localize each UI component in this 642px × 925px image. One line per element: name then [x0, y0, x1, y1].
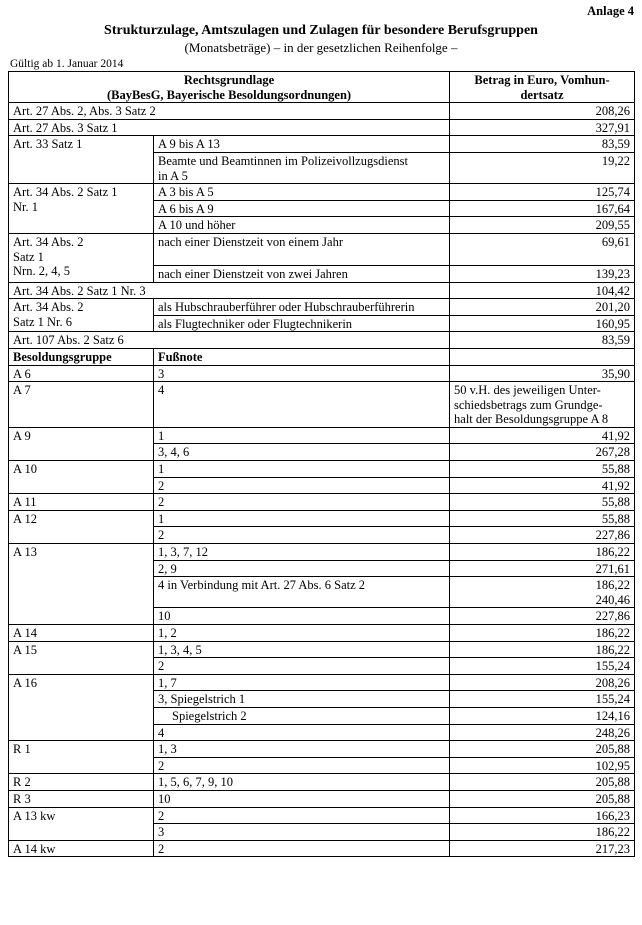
- pay-grade-header: Besoldungsgruppe: [9, 348, 154, 365]
- table-row: [9, 233, 635, 265]
- table-row: [9, 382, 635, 428]
- legal-basis-cell: Art. 27 Abs. 2, Abs. 3 Satz 2: [9, 103, 450, 120]
- table-row: [9, 494, 635, 511]
- legal-basis-cell: Art. 34 Abs. 2 Satz 1 Nr. 6: [9, 299, 154, 332]
- table-row: [9, 674, 635, 691]
- amount-line: 186,22: [595, 578, 631, 593]
- amount-cell: 267,28: [450, 444, 635, 461]
- empty-header-cell: [450, 348, 635, 365]
- amount-cell: 69,61: [450, 233, 635, 265]
- footnote-cell: 1: [154, 461, 450, 478]
- pay-grade-cell: A 11: [9, 494, 154, 511]
- condition-cell: nach einer Dienstzeit von einem Jahr: [154, 233, 450, 265]
- condition-cell: A 10 und höher: [154, 217, 450, 234]
- amount-cell: 209,55: [450, 217, 635, 234]
- footnote-cell: 1, 2: [154, 625, 450, 642]
- footnote-cell: 1, 7: [154, 674, 450, 691]
- condition-cell: A 6 bis A 9: [154, 200, 450, 217]
- table-row: [9, 136, 635, 153]
- footnote-cell: 1, 5, 6, 7, 9, 10: [154, 774, 450, 791]
- footnote-cell: 2: [154, 807, 450, 824]
- amount-cell: 55,88: [450, 510, 635, 527]
- legal-basis-cell: Art. 34 Abs. 2 Satz 1 Nrn. 2, 4, 5: [9, 233, 154, 282]
- amount-cell: 104,42: [450, 282, 635, 299]
- footnote-cell: 10: [154, 608, 450, 625]
- amount-cell: 186,22: [450, 641, 635, 658]
- amount-line: 240,46: [595, 592, 631, 607]
- pay-grade-cell: A 6: [9, 365, 154, 382]
- amount-cell: 155,24: [450, 691, 635, 708]
- footnote-cell: 3: [154, 365, 450, 382]
- allowance-table: [8, 71, 635, 857]
- amount-cell: 160,95: [450, 315, 635, 332]
- amount-cell: 205,88: [450, 741, 635, 758]
- pay-grade-cell: A 9: [9, 427, 154, 460]
- table-row: [9, 544, 635, 561]
- pay-grade-cell: A 10: [9, 461, 154, 494]
- amount-cell: 19,22: [450, 152, 635, 183]
- amount-cell: 167,64: [450, 200, 635, 217]
- table-row: [9, 365, 635, 382]
- condition-cell: als Flugtechniker oder Flugtechnikerin: [154, 315, 450, 332]
- section-header-row: [9, 348, 635, 365]
- footnote-cell: 1: [154, 427, 450, 444]
- table-row: [9, 184, 635, 201]
- amount-cell: 227,86: [450, 527, 635, 544]
- table-header-row: [9, 72, 635, 103]
- table-row: [9, 625, 635, 642]
- amount-cell: 83,59: [450, 332, 635, 349]
- footnote-cell: 2: [154, 757, 450, 774]
- legal-basis-cell: Art. 107 Abs. 2 Satz 6: [9, 332, 450, 349]
- table-row: [9, 741, 635, 758]
- footnote-cell: 1, 3, 7, 12: [154, 544, 450, 561]
- footnote-text: Spiegelstrich 2: [172, 708, 247, 723]
- footnote-cell: 1, 3: [154, 741, 450, 758]
- footnote-cell: [154, 707, 450, 724]
- amount-cell: 327,91: [450, 119, 635, 136]
- pay-grade-cell: A 13: [9, 544, 154, 625]
- footnote-cell: 4: [154, 382, 450, 428]
- document-title: Strukturzulage, Amtszulagen und Zulagen für besondere Berufsgruppen: [104, 23, 538, 38]
- footnote-cell: 1, 3, 4, 5: [154, 641, 450, 658]
- amount-cell: 155,24: [450, 658, 635, 675]
- table-row: [9, 332, 635, 349]
- footnote-cell: 3, Spiegelstrich 1: [154, 691, 450, 708]
- amount-cell: 186,22: [450, 625, 635, 642]
- footnote-cell: 4: [154, 724, 450, 741]
- table-row: [9, 774, 635, 791]
- document-subtitle: (Monatsbeträge) – in der gesetzlichen Reihenfolge –: [184, 40, 458, 55]
- pay-grade-cell: A 14: [9, 625, 154, 642]
- footnote-cell: 1: [154, 510, 450, 527]
- amount-line: schiedsbetrags zum Grundge-: [454, 397, 603, 412]
- amount-cell: 271,61: [450, 560, 635, 577]
- condition-cell: Beamte und Beamtinnen im Polizeivollzugsdienst in A 5: [154, 152, 450, 183]
- footnote-cell: 2: [154, 477, 450, 494]
- table-row: [9, 641, 635, 658]
- table-row: [9, 427, 635, 444]
- amount-cell: 208,26: [450, 103, 635, 120]
- pay-grade-cell: A 14 kw: [9, 840, 154, 857]
- amount-cell: 35,90: [450, 365, 635, 382]
- amount-cell: 227,86: [450, 608, 635, 625]
- condition-cell: nach einer Dienstzeit von zwei Jahren: [154, 265, 450, 282]
- footnote-cell: 2: [154, 527, 450, 544]
- table-row: [9, 510, 635, 527]
- pay-grade-cell: A 16: [9, 674, 154, 740]
- legal-basis-header: Rechtsgrundlage (BayBesG, Bayerische Besoldungsordnungen): [9, 72, 450, 103]
- amount-cell: 186,22: [450, 824, 635, 841]
- pay-grade-cell: A 7: [9, 382, 154, 428]
- footnote-cell: 2: [154, 840, 450, 857]
- pay-grade-cell: R 1: [9, 741, 154, 774]
- amount-cell: 217,23: [450, 840, 635, 857]
- amount-cell: 248,26: [450, 724, 635, 741]
- condition-cell: A 3 bis A 5: [154, 184, 450, 201]
- footnote-cell: 3, 4, 6: [154, 444, 450, 461]
- amount-cell: [450, 577, 635, 608]
- table-row: [9, 790, 635, 807]
- amount-cell: 139,23: [450, 265, 635, 282]
- table-row: [9, 282, 635, 299]
- footnote-cell: 2: [154, 658, 450, 675]
- footnote-cell: 4 in Verbindung mit Art. 27 Abs. 6 Satz 2: [154, 577, 450, 608]
- amount-cell: 201,20: [450, 299, 635, 316]
- pay-grade-cell: R 2: [9, 774, 154, 791]
- table-row: [9, 299, 635, 316]
- pay-grade-cell: A 13 kw: [9, 807, 154, 840]
- table-row: [9, 119, 635, 136]
- amount-cell: 83,59: [450, 136, 635, 153]
- amount-cell: 41,92: [450, 427, 635, 444]
- pay-grade-cell: A 12: [9, 510, 154, 543]
- validity-date: Gültig ab 1. Januar 2014: [10, 58, 124, 70]
- amount-cell: 205,88: [450, 774, 635, 791]
- legal-basis-cell: Art. 34 Abs. 2 Satz 1 Nr. 1: [9, 184, 154, 234]
- table-row: [9, 840, 635, 857]
- legal-basis-cell: Art. 27 Abs. 3 Satz 1: [9, 119, 450, 136]
- amount-cell: 205,88: [450, 790, 635, 807]
- amount-cell: 102,95: [450, 757, 635, 774]
- amount-cell: 124,16: [450, 707, 635, 724]
- amount-header: Betrag in Euro, Vomhun- dertsatz: [450, 72, 635, 103]
- condition-cell: als Hubschrauberführer oder Hubschrauberführerin: [154, 299, 450, 316]
- pay-grade-cell: R 3: [9, 790, 154, 807]
- pay-grade-cell: A 15: [9, 641, 154, 674]
- legal-basis-cell: Art. 33 Satz 1: [9, 136, 154, 184]
- amount-line: halt der Besoldungsgruppe A 8: [454, 412, 609, 427]
- table-row: [9, 461, 635, 478]
- condition-cell: A 9 bis A 13: [154, 136, 450, 153]
- footnote-cell: 3: [154, 824, 450, 841]
- legal-basis-cell: Art. 34 Abs. 2 Satz 1 Nr. 3: [9, 282, 450, 299]
- amount-cell: 55,88: [450, 461, 635, 478]
- annex-label: Anlage 4: [587, 4, 634, 18]
- amount-line: 50 v.H. des jeweiligen Unter-: [454, 383, 601, 398]
- amount-cell: 125,74: [450, 184, 635, 201]
- amount-cell: 41,92: [450, 477, 635, 494]
- table-row: [9, 807, 635, 824]
- amount-cell: [450, 382, 635, 428]
- amount-cell: 166,23: [450, 807, 635, 824]
- footnote-cell: 2, 9: [154, 560, 450, 577]
- amount-cell: 208,26: [450, 674, 635, 691]
- amount-cell: 186,22: [450, 544, 635, 561]
- footnote-header: Fußnote: [154, 348, 450, 365]
- amount-cell: 55,88: [450, 494, 635, 511]
- table-row: [9, 103, 635, 120]
- footnote-cell: 2: [154, 494, 450, 511]
- footnote-cell: 10: [154, 790, 450, 807]
